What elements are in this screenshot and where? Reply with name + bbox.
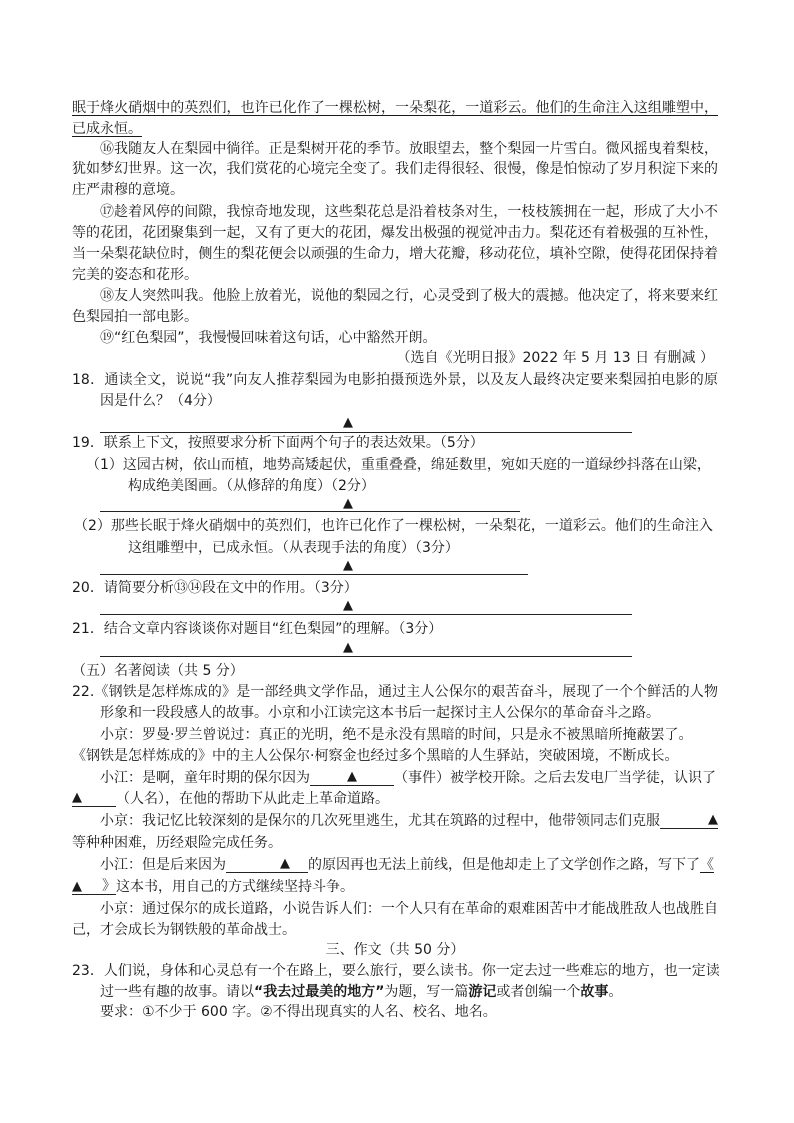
paragraph-19-line: ⑲“红色梨园”，我慢慢回味着这句话，心中豁然开朗。 (100, 330, 437, 346)
dialogue-text: 的原因再也无法上前线，但是他却走上了文学创作之路，写下了 (308, 857, 700, 873)
paragraph-18-line: 色梨园拍一部电影。 (72, 309, 198, 325)
answer-mark: ▲ (343, 558, 353, 573)
dialogue-line: 小京：罗曼·罗兰曾说过：真正的光明，绝不是永没有黑暗的时间，只是永不被黑暗所掩蔽罢了。 (100, 727, 693, 743)
book-title-close-bracket: 》 (102, 878, 116, 894)
question-19-stem: 19．联系上下文，按照要求分析下面两个句子的表达效果。（5分） (72, 435, 484, 451)
dialogue-line: 《钢铁是怎样炼成的》中的主人公保尔·柯察金也经过多个黑暗的人生驿站，突破困境，不断成长。 (72, 748, 679, 764)
paragraph-16-line: ⑯我随友人在梨园中徜徉。正是梨树开花的季节。放眼望去，整个梨园一片雪白。微风摇曳着梨枝， (100, 141, 718, 157)
answer-mark: ▲ (280, 856, 290, 871)
question-18-line: 18．通读全文，说说“我”向友人推荐梨园为电影拍摄预选外景，以及友人最终决定要来梨园拍电影的原 (72, 372, 718, 388)
dialogue-text: 小京：我记忆比较深刻的是保尔的几次死里逃生，尤其在筑路的过程中，他带领同志们克服 (100, 813, 660, 829)
dialogue-text: 小江：是啊，童年时期的保尔因为 (100, 770, 310, 786)
answer-line (100, 511, 520, 512)
answer-mark: ▲ (343, 415, 353, 430)
dialogue-line (100, 768, 716, 788)
answer-mark: ▲ (343, 598, 353, 613)
dialogue-text: （人名），在他的帮助下从此走上革命道路。 (116, 791, 389, 807)
answer-mark: ▲ (708, 812, 718, 827)
answer-mark: ▲ (347, 769, 357, 784)
dialogue-line: 小京：通过保尔的成长道路，小说告诉人们：一个人只有在革命的艰难困苦中才能战胜敌人也战胜自 (100, 901, 718, 917)
dialogue-text: 这本书，用自己的方式继续坚持斗争。 (116, 879, 354, 895)
question-19-sub2-line: 这组雕塑中，已成永恒。（从表现手法的角度）（3分） (128, 540, 459, 556)
paragraph-17-line: 完美的姿态和花形。 (72, 267, 198, 283)
question-22-line: 22.《钢铁是怎样炼成的》是一部经典文学作品，通过主人公保尔的艰苦奋斗，展现了一个个鲜活的人物 (72, 684, 718, 700)
source-citation: （选自《光明日报》2022 年 5 月 13 日 有删减 ） (396, 350, 714, 366)
dialogue-line: 等种种困难，历经艰险完成任务。 (72, 835, 282, 851)
question-19-sub1-line: 构成绝美图画。（从修辞的角度）（2分） (128, 478, 375, 494)
answer-mark: ▲ (72, 790, 82, 805)
essay-requirements: 要求：①不少于 600 字。②不得出现真实的人名、校名、地名。 (100, 1004, 497, 1020)
prompt-text: 或者创编一个 (496, 984, 581, 1000)
paragraph-16-line: 庄严肃穆的意境。 (72, 182, 184, 198)
paragraph-17-line: ⑰趁着风停的间隙，我惊奇地发现，这些梨花总是沿着枝条对生，一枝枝簇拥在一起，形成了大小不 (100, 204, 718, 220)
answer-blank (72, 790, 116, 807)
answer-blank (660, 812, 718, 829)
genre-story: 故事 (580, 984, 609, 1000)
question-18-line: 因是什么？（4分） (100, 393, 221, 409)
dialogue-line (100, 855, 714, 875)
answer-line (100, 574, 528, 575)
underlined-sentence-line: 眠于烽火硝烟中的英烈们，也许已化作了一棵松树，一朵梨花，一道彩云。他们的生命注入这组雕塑中， (72, 100, 718, 116)
answer-line (100, 656, 632, 657)
dialogue-line: 己，才会成长为钢铁般的革命战士。 (72, 922, 296, 938)
answer-blank (226, 856, 308, 873)
section-heading: 三、作文（共 50 分） (325, 942, 465, 958)
dialogue-line (72, 789, 389, 809)
dialogue-line (100, 811, 718, 831)
underlined-sentence-line: 已成永恒。 (72, 121, 142, 137)
genre-travelogue: 游记 (468, 984, 497, 1000)
answer-mark: ▲ (343, 496, 353, 511)
paragraph-18-line: ⑱友人突然叫我。他脸上放着光，说他的梨园之行，心灵受到了极大的震撼。他决定了，将来要来红 (100, 288, 718, 304)
dialogue-text: 小江：但是后来因为 (100, 857, 226, 873)
answer-line (100, 614, 632, 615)
question-19-sub2-line: （2）那些长眠于烽火硝烟中的英烈们，也许已化作了一棵松树，一朵梨花，一道彩云。他们的生命注入 (74, 518, 713, 534)
paragraph-17-line: 等的花团，花团聚集到一起，又有了更大的花团，爆发出极强的视觉冲击力。梨花还有着极强的互补性， (72, 225, 718, 241)
question-23-line (100, 982, 622, 1002)
question-21: 21．结合文章内容谈谈你对题目“红色梨园”的理解。（3分） (72, 621, 443, 637)
dialogue-text: （事件）被学校开除。之后去发电厂当学徒，认识了 (394, 770, 716, 786)
dialogue-line (72, 877, 354, 897)
essay-title: “我去过最美的地方” (254, 984, 385, 1000)
question-20: 20．请简要分析⑬⑭段在文中的作用。（3分） (72, 580, 358, 596)
question-23-line: 23．人们说，身体和心灵总有一个在路上，要么旅行，要么读书。你一定去过一些难忘的地方，也一定读 (72, 963, 720, 979)
question-22-line: 形象和一段段感人的故事。小京和小江读完这本书后一起探讨主人公保尔的革命奋斗之路。 (100, 705, 660, 721)
book-title-blank (72, 878, 116, 895)
book-title-open-bracket: 《 (700, 857, 714, 873)
paragraph-16-line: 犹如梦幻世界。这一次，我们赏花的心境完全变了。我们走得很轻、很慢，像是怕惊动了岁月积淀下来的 (72, 161, 718, 177)
prompt-text: 过一些有趣的故事。请以 (100, 984, 254, 1000)
prompt-text: 为题，写一篇 (384, 984, 469, 1000)
answer-mark: ▲ (72, 879, 82, 894)
answer-mark: ▲ (343, 640, 353, 655)
answer-blank (310, 769, 394, 786)
section-heading: （五）名著阅读（共 5 分） (72, 663, 244, 679)
question-19-sub1-line: （1）这园古树，依山而植，地势高矮起伏，重重叠叠，绵延数里，宛如天庭的一道绿纱抖落在山梁， (86, 457, 711, 473)
prompt-text: 。 (608, 984, 623, 1000)
paragraph-17-line: 当一朵梨花缺位时，侧生的梨花便会以顽强的生命力，增大花瓣，移动花位，填补空隙，使得花团保持着 (72, 246, 718, 262)
